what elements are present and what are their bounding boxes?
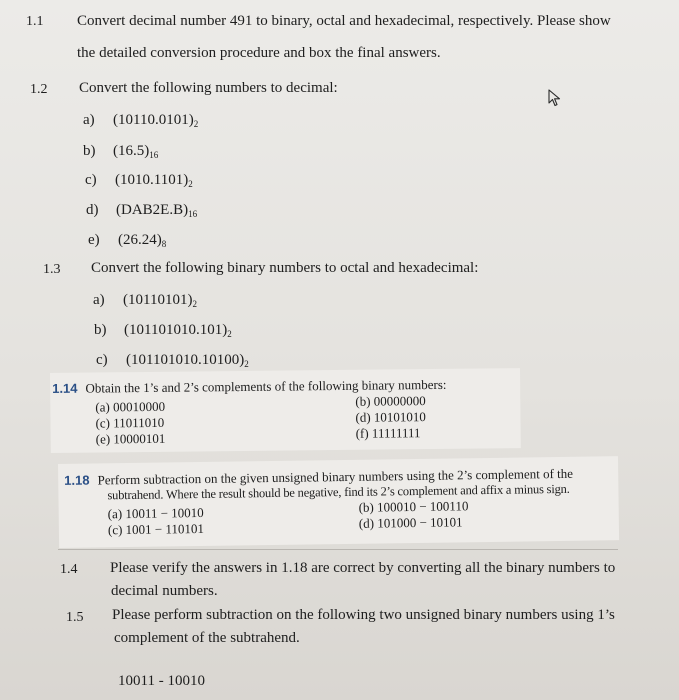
question-1-1-line2: the detailed conversion procedure and box the final answers. — [77, 45, 441, 61]
excerpt-1-18 — [58, 456, 619, 548]
question-1-2-number: 1.2 — [30, 82, 48, 97]
question-1-1-number: 1.1 — [26, 14, 44, 29]
mouse-pointer-icon — [548, 89, 562, 107]
question-1-14-text: Obtain the 1’s and 2’s complements of the following binary numbers: — [85, 376, 447, 396]
question-1-2-item-b: b) $(16.5)_{16}$ — [83, 143, 159, 160]
question-1-14-item-a: (a) 00010000 — [95, 398, 166, 415]
question-1-3-text: Convert the following binary numbers to octal and hexadecimal: — [91, 260, 479, 276]
question-1-18-item-d: (d) 101000 − 10101 — [358, 514, 463, 531]
question-1-5-line2: complement of the subtrahend. — [114, 630, 300, 646]
question-1-2-item-e: e) $(26.24)_8$ — [88, 232, 167, 249]
question-1-4-line1: Please verify the answers in 1.18 are correct by converting all the binary numbers to — [110, 560, 616, 576]
question-1-14-item-f: (f) 11111111 — [355, 425, 421, 441]
question-1-14-number: 1.14 — [52, 380, 78, 396]
question-1-3-item-c: c) $(101101010.10100)_2$ — [96, 352, 249, 369]
question-1-5-line1: Please perform subtraction on the following two unsigned binary numbers using 1’s — [112, 607, 615, 623]
question-1-14-item-e: (e) 10000101 — [95, 430, 166, 447]
question-1-14-item-c: (c) 11011010 — [95, 414, 165, 431]
question-1-1-line1: Convert decimal number 491 to binary, octal and hexadecimal, respectively. Please show — [77, 13, 611, 29]
question-1-5-number: 1.5 — [66, 610, 84, 625]
question-1-3-item-b: b) $(101101010.101)_2$ — [94, 322, 232, 339]
divider-line — [58, 549, 618, 550]
question-1-18-item-b: (b) 100010 − 100110 — [358, 498, 469, 515]
question-1-5-expression: 10011 - 10010 — [118, 673, 205, 689]
question-1-3-item-a: a) $(10110101)_2$ — [93, 292, 197, 309]
question-1-18-line2: subtrahend. Where the result should be negative, find its 2’s complement and affix a minus sign. — [107, 481, 570, 503]
excerpt-1-14 — [50, 368, 521, 453]
question-1-14-item-d: (d) 10101010 — [355, 409, 426, 425]
question-1-18-item-a: (a) 10011 − 10010 — [107, 504, 204, 522]
question-1-2-item-a: a) $(10110.0101)_2$ — [83, 112, 199, 129]
question-1-2-item-c: c) $(1010.1101)_2$ — [85, 172, 193, 189]
question-1-18-line1: Perform subtraction on the given unsigned binary numbers using the 2’s complement of the — [97, 465, 574, 488]
question-1-18-item-c: (c) 1001 − 110101 — [107, 520, 205, 538]
question-1-2-item-d: d) $(DAB2E.B)_{16}$ — [86, 202, 198, 219]
question-1-3-number: 1.3 — [43, 262, 61, 277]
question-1-14-item-b: (b) 00000000 — [355, 393, 426, 409]
question-1-18-number: 1.18 — [64, 472, 90, 488]
question-1-4-line2: decimal numbers. — [111, 583, 218, 599]
question-1-2-text: Convert the following numbers to decimal: — [79, 80, 338, 96]
question-1-4-number: 1.4 — [60, 562, 78, 577]
